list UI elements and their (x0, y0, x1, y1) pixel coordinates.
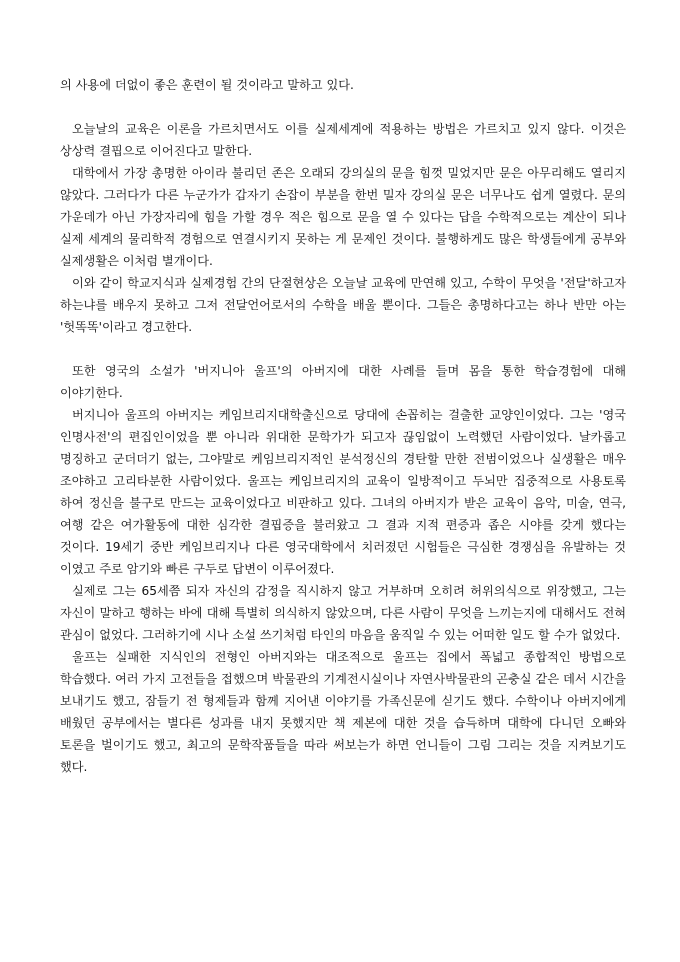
paragraph-john-door: 대학에서 가장 총명한 아이라 불리던 존은 오래되 강의실의 문을 힘껏 밀었지만 문은 아무리해도 열리지 않았다. 그러다가 다른 누군가가 갑자기 손잡이 부분을 한번 밀자 강의실 문은 너무나도 쉽게 열렸다. 문의 가운데가 아닌 가장자리에 힘을 가할 경우 적은 힘으로 문을 열 수 있다는 답을 수학적으로는 계산이 되나 실제 세계의 물리학적 경험으로 연결시키지 못하는 게 문제인 것이다. 불행하게도 많은 학생들에게 공부와 실제생활은 이처럼 별개이다. (60, 166, 626, 268)
document-page (60, 74, 626, 778)
paragraph-woolf-father: 버지니아 울프의 아버지는 케임브리지대학출신으로 당대에 손꼽히는 걸출한 교양인이었다. 그는 '영국 인명사전'의 편집인이었을 뿐 아니라 위대한 문학가가 되고자 끊임없이 노력했던 사람이었다. 날카롭고 명징하고 군더더기 없는, 그야말로 케임브리지적인 분석정신의 경탄할 만한 전범이었으나 실생활은 매우 조야하고 고리타분한 사람이었다. 울프는 케임브리지의 교육이 일방적이고 두뇌만 집중적으로 사용토록 하여 정신을 불구로 만드는 교육이었다고 비판하고 있다. 그녀의 아버지가 받은 교육이 음악, 미술, 연극, 여행 같은 여가활동에 대한 심각한 결핍증을 불러왔고 그 결과 지적 편증과 좁은 시야를 갖게 했다는 것이다. 19세기 중반 케임브리지나 다른 영국대학에서 치러졌던 시험들은 극심한 경쟁심을 유발하는 것 이였고 주로 암기와 빠른 구두로 답변이 이루어졌다. (60, 408, 626, 576)
paragraph-continuation: 의 사용에 더없이 좋은 훈련이 될 것이라고 말하고 있다. (60, 78, 354, 92)
paragraph-disconnect: 이와 같이 학교지식과 실제경험 간의 단절현상은 오늘날 교육에 만연해 있고, 수학이 무엇을 '전달'하고자 하는냐를 배우지 못하고 그저 전달언어로서의 수학을 배울 뿐이다. 그들은 총명하다고는 하나 반만 아는 '헛똑똑'이라고 경고한다. (60, 276, 626, 334)
paragraph-gap (60, 96, 626, 118)
paragraph-woolf-learning: 울프는 실패한 지식인의 전형인 아버지와는 대조적으로 울프는 집에서 폭넓고 종합적인 방법으로 학습했다. 여러 가지 고전들을 접했으며 박물관의 기계전시실이나 자연사박물관의 곤충실 같은 데서 시간을 보내기도 했고, 잠들기 전 형제들과 함께 지어낸 이야기를 가족신문에 싣기도 했다. 수학이나 아버지에게 배웠던 공부에서는 별다른 성과를 내지 못했지만 책 제본에 대한 것을 습득하며 대학에 다니던 오빠와 토론을 벌이기도 했고, 최고의 문학작품들을 따라 써보는가 하면 언니들이 그림 그리는 것을 지켜보기도 했다. (60, 650, 626, 774)
paragraph-father-age: 실제로 그는 65세쯤 되자 자신의 감정을 직시하지 않고 거부하며 오히려 허위의식으로 위장했고, 그는 자신이 말하고 행하는 바에 대해 특별히 의식하지 않았으며, 다른 사람이 무엇을 느끼는지에 대해서도 전혀 관심이 없었다. 그러하기에 시나 소설 쓰기처럼 타인의 마음을 움직일 수 있는 어떠한 일도 할 수가 없었다. (60, 584, 626, 642)
paragraph-gap (60, 338, 626, 360)
paragraph-education-today: 오늘날의 교육은 이론을 가르치면서도 이를 실제세계에 적용하는 방법은 가르치고 있지 않다. 이것은 상상력 결핍으로 이어진다고 말한다. (60, 122, 626, 158)
paragraph-woolf-intro: 또한 영국의 소설가 '버지니아 울프'의 아버지에 대한 사례를 들며 몸을 통한 학습경험에 대해 이야기한다. (60, 364, 626, 400)
